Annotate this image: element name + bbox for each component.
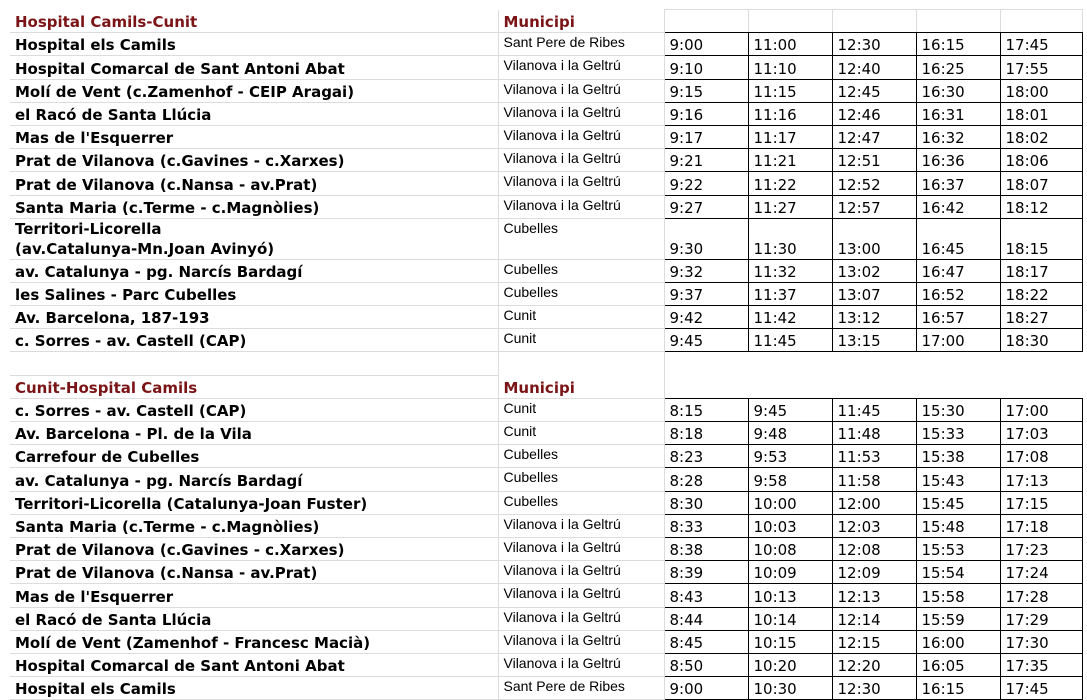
- departure-time: 17:30: [1000, 630, 1082, 653]
- departure-time: 11:27: [748, 195, 832, 218]
- table-row: [10, 537, 1082, 560]
- stop-name: Territori-Licorella (Catalunya-Joan Fuster): [10, 491, 498, 514]
- departure-time: 9:53: [748, 445, 832, 468]
- municipi-cell: Cubelles: [498, 259, 664, 282]
- municipi-cell: Cunit: [498, 329, 664, 352]
- departure-time: 11:42: [748, 306, 832, 329]
- departure-time: 9:22: [664, 172, 748, 195]
- departure-time: 11:10: [748, 56, 832, 79]
- departure-time: 17:18: [1000, 514, 1082, 537]
- table-row: [10, 630, 1082, 653]
- time-header-cell: [1000, 375, 1082, 398]
- departure-time: 9:16: [664, 102, 748, 125]
- departure-time: 12:40: [832, 56, 916, 79]
- departure-time: 8:43: [664, 584, 748, 607]
- time-header-cell: [748, 375, 832, 398]
- departure-time: 17:45: [1000, 33, 1082, 56]
- departure-time: 8:15: [664, 398, 748, 421]
- departure-time: 8:45: [664, 630, 748, 653]
- departure-time: 13:12: [832, 306, 916, 329]
- departure-time: 11:58: [832, 468, 916, 491]
- time-header-cell: [916, 10, 1000, 33]
- section-header-row: [10, 10, 1082, 33]
- departure-time: 16:05: [916, 653, 1000, 676]
- departure-time: 12:14: [832, 607, 916, 630]
- municipi-cell: Vilanova i la Geltrú: [498, 56, 664, 79]
- departure-time: 12:15: [832, 630, 916, 653]
- departure-time: 17:00: [916, 329, 1000, 352]
- departure-time: 11:48: [832, 422, 916, 445]
- departure-time: 10:03: [748, 514, 832, 537]
- departure-time: 16:42: [916, 195, 1000, 218]
- departure-time: 15:33: [916, 422, 1000, 445]
- departure-time: 11:32: [748, 259, 832, 282]
- departure-time: 18:15: [1000, 218, 1082, 259]
- departure-time: 18:07: [1000, 172, 1082, 195]
- stop-name: Carrefour de Cubelles: [10, 445, 498, 468]
- departure-time: 16:31: [916, 102, 1000, 125]
- table-row: [10, 33, 1082, 56]
- departure-time: 18:17: [1000, 259, 1082, 282]
- table-row: [10, 149, 1082, 172]
- municipi-cell: Vilanova i la Geltrú: [498, 149, 664, 172]
- stop-name: Mas de l'Esquerrer: [10, 125, 498, 148]
- table-row: [10, 56, 1082, 79]
- table-row: [10, 653, 1082, 676]
- departure-time: 8:50: [664, 653, 748, 676]
- municipi-header: Municipi: [498, 375, 664, 398]
- gap-cell: [664, 352, 748, 375]
- time-header-cell: [664, 375, 748, 398]
- departure-time: 18:30: [1000, 329, 1082, 352]
- departure-time: 11:22: [748, 172, 832, 195]
- gap-cell: [10, 352, 498, 375]
- table-row: [10, 259, 1082, 282]
- departure-time: 17:08: [1000, 445, 1082, 468]
- gap-cell: [916, 352, 1000, 375]
- departure-time: 15:48: [916, 514, 1000, 537]
- departure-time: 16:52: [916, 282, 1000, 305]
- departure-time: 8:28: [664, 468, 748, 491]
- section-gap-row: [10, 352, 1082, 375]
- municipi-cell: Cubelles: [498, 282, 664, 305]
- departure-time: 16:47: [916, 259, 1000, 282]
- departure-time: 16:36: [916, 149, 1000, 172]
- departure-time: 15:43: [916, 468, 1000, 491]
- municipi-cell: Cunit: [498, 422, 664, 445]
- departure-time: 9:00: [664, 33, 748, 56]
- departure-time: 12:13: [832, 584, 916, 607]
- gap-cell: [748, 352, 832, 375]
- departure-time: 12:00: [832, 491, 916, 514]
- stop-name: Hospital els Camils: [10, 33, 498, 56]
- municipi-cell: Vilanova i la Geltrú: [498, 514, 664, 537]
- departure-time: 17:03: [1000, 422, 1082, 445]
- departure-time: 15:53: [916, 537, 1000, 560]
- departure-time: 12:09: [832, 561, 916, 584]
- stop-name: Prat de Vilanova (c.Nansa - av.Prat): [10, 172, 498, 195]
- table-row: [10, 398, 1082, 421]
- departure-time: 9:45: [664, 329, 748, 352]
- departure-time: 10:00: [748, 491, 832, 514]
- departure-time: 15:38: [916, 445, 1000, 468]
- departure-time: 9:48: [748, 422, 832, 445]
- municipi-cell: Vilanova i la Geltrú: [498, 630, 664, 653]
- departure-time: 13:02: [832, 259, 916, 282]
- departure-time: 10:14: [748, 607, 832, 630]
- stop-name-line1: Territori-Licorella: [15, 219, 162, 238]
- table-row: [10, 445, 1082, 468]
- departure-time: 12:46: [832, 102, 916, 125]
- departure-time: 11:45: [748, 329, 832, 352]
- departure-time: 9:27: [664, 195, 748, 218]
- table-row: [10, 102, 1082, 125]
- section-header-row: [10, 375, 1082, 398]
- departure-time: 9:58: [748, 468, 832, 491]
- departure-time: 10:30: [748, 677, 832, 700]
- departure-time: 10:13: [748, 584, 832, 607]
- municipi-cell: Cunit: [498, 398, 664, 421]
- departure-time: 9:30: [664, 218, 748, 259]
- municipi-cell: Cubelles: [498, 491, 664, 514]
- departure-time: 17:24: [1000, 561, 1082, 584]
- table-row: [10, 172, 1082, 195]
- stop-name: c. Sorres - av. Castell (CAP): [10, 398, 498, 421]
- departure-time: 15:58: [916, 584, 1000, 607]
- departure-time: 17:15: [1000, 491, 1082, 514]
- stop-name: les Salines - Parc Cubelles: [10, 282, 498, 305]
- departure-time: 13:07: [832, 282, 916, 305]
- departure-time: 18:00: [1000, 79, 1082, 102]
- departure-time: 11:16: [748, 102, 832, 125]
- departure-time: 17:55: [1000, 56, 1082, 79]
- departure-time: 12:30: [832, 33, 916, 56]
- municipi-cell: Vilanova i la Geltrú: [498, 195, 664, 218]
- departure-time: 9:15: [664, 79, 748, 102]
- time-header-cell: [916, 375, 1000, 398]
- stop-name: av. Catalunya - pg. Narcís Bardagí: [10, 468, 498, 491]
- table-row: [10, 514, 1082, 537]
- departure-time: 18:22: [1000, 282, 1082, 305]
- departure-time: 12:57: [832, 195, 916, 218]
- departure-time: 12:47: [832, 125, 916, 148]
- stop-name: Prat de Vilanova (c.Gavines - c.Xarxes): [10, 149, 498, 172]
- departure-time: 11:21: [748, 149, 832, 172]
- municipi-header: Municipi: [498, 10, 664, 33]
- municipi-cell: Sant Pere de Ribes: [498, 33, 664, 56]
- departure-time: 12:52: [832, 172, 916, 195]
- departure-time: 12:08: [832, 537, 916, 560]
- departure-time: 18:27: [1000, 306, 1082, 329]
- timetable: [10, 9, 1083, 700]
- stop-name: el Racó de Santa Llúcia: [10, 607, 498, 630]
- departure-time: 17:45: [1000, 677, 1082, 700]
- departure-time: 16:57: [916, 306, 1000, 329]
- departure-time: 11:53: [832, 445, 916, 468]
- stop-name: [10, 218, 498, 259]
- departure-time: 9:45: [748, 398, 832, 421]
- departure-time: 17:29: [1000, 607, 1082, 630]
- departure-time: 11:00: [748, 33, 832, 56]
- municipi-cell: Vilanova i la Geltrú: [498, 125, 664, 148]
- departure-time: 8:30: [664, 491, 748, 514]
- municipi-cell: Vilanova i la Geltrú: [498, 102, 664, 125]
- departure-time: 9:37: [664, 282, 748, 305]
- time-header-cell: [1000, 10, 1082, 33]
- section-title: Cunit-Hospital Camils: [10, 375, 498, 398]
- time-header-cell: [748, 10, 832, 33]
- table-row: [10, 584, 1082, 607]
- departure-time: 12:30: [832, 677, 916, 700]
- stop-name: c. Sorres - av. Castell (CAP): [10, 329, 498, 352]
- stop-name: Molí de Vent (Zamenhof - Francesc Macià): [10, 630, 498, 653]
- departure-time: 18:02: [1000, 125, 1082, 148]
- gap-cell: [1000, 352, 1082, 375]
- gap-cell: [498, 352, 664, 375]
- municipi-cell: Sant Pere de Ribes: [498, 677, 664, 700]
- departure-time: 10:20: [748, 653, 832, 676]
- time-header-cell: [832, 375, 916, 398]
- departure-time: 15:59: [916, 607, 1000, 630]
- departure-time: 17:13: [1000, 468, 1082, 491]
- section-title: Hospital Camils-Cunit: [10, 10, 498, 33]
- departure-time: 9:21: [664, 149, 748, 172]
- departure-time: 8:18: [664, 422, 748, 445]
- table-row: [10, 677, 1082, 700]
- departure-time: 9:42: [664, 306, 748, 329]
- stop-name-line2: (av.Catalunya-Mn.Joan Avinyó): [15, 239, 275, 258]
- municipi-cell: Vilanova i la Geltrú: [498, 79, 664, 102]
- stop-name: Prat de Vilanova (c.Gavines - c.Xarxes): [10, 537, 498, 560]
- stop-name: Av. Barcelona, 187-193: [10, 306, 498, 329]
- table-row: [10, 79, 1082, 102]
- municipi-cell: Vilanova i la Geltrú: [498, 172, 664, 195]
- departure-time: 18:06: [1000, 149, 1082, 172]
- table-row: [10, 195, 1082, 218]
- stop-name: Av. Barcelona - Pl. de la Vila: [10, 422, 498, 445]
- table-row: [10, 561, 1082, 584]
- departure-time: 8:39: [664, 561, 748, 584]
- stop-name: av. Catalunya - pg. Narcís Bardagí: [10, 259, 498, 282]
- table-row: [10, 306, 1082, 329]
- departure-time: 16:37: [916, 172, 1000, 195]
- departure-time: 8:38: [664, 537, 748, 560]
- departure-time: 8:23: [664, 445, 748, 468]
- table-row: [10, 218, 1082, 259]
- departure-time: 11:17: [748, 125, 832, 148]
- departure-time: 12:20: [832, 653, 916, 676]
- stop-name: Hospital els Camils: [10, 677, 498, 700]
- stop-name: el Racó de Santa Llúcia: [10, 102, 498, 125]
- stop-name: Santa Maria (c.Terme - c.Magnòlies): [10, 195, 498, 218]
- municipi-cell: Vilanova i la Geltrú: [498, 584, 664, 607]
- departure-time: 10:09: [748, 561, 832, 584]
- departure-time: 16:30: [916, 79, 1000, 102]
- departure-time: 16:45: [916, 218, 1000, 259]
- departure-time: 17:28: [1000, 584, 1082, 607]
- table-row: [10, 329, 1082, 352]
- stop-name: Santa Maria (c.Terme - c.Magnòlies): [10, 514, 498, 537]
- table-row: [10, 282, 1082, 305]
- municipi-cell: Cubelles: [498, 218, 664, 259]
- municipi-cell: Cubelles: [498, 445, 664, 468]
- departure-time: 12:03: [832, 514, 916, 537]
- gap-cell: [832, 352, 916, 375]
- departure-time: 15:30: [916, 398, 1000, 421]
- departure-time: 15:54: [916, 561, 1000, 584]
- departure-time: 9:00: [664, 677, 748, 700]
- departure-time: 12:51: [832, 149, 916, 172]
- departure-time: 8:44: [664, 607, 748, 630]
- stop-name: Mas de l'Esquerrer: [10, 584, 498, 607]
- departure-time: 10:08: [748, 537, 832, 560]
- time-header-cell: [832, 10, 916, 33]
- time-header-cell: [664, 10, 748, 33]
- municipi-cell: Cunit: [498, 306, 664, 329]
- stop-name: Hospital Comarcal de Sant Antoni Abat: [10, 56, 498, 79]
- departure-time: 11:30: [748, 218, 832, 259]
- table-row: [10, 607, 1082, 630]
- departure-time: 11:45: [832, 398, 916, 421]
- departure-time: 16:00: [916, 630, 1000, 653]
- departure-time: 12:45: [832, 79, 916, 102]
- departure-time: 18:12: [1000, 195, 1082, 218]
- departure-time: 16:32: [916, 125, 1000, 148]
- stop-name: Prat de Vilanova (c.Nansa - av.Prat): [10, 561, 498, 584]
- municipi-cell: Vilanova i la Geltrú: [498, 607, 664, 630]
- departure-time: 13:00: [832, 218, 916, 259]
- departure-time: 16:15: [916, 33, 1000, 56]
- stop-name: Molí de Vent (c.Zamenhof - CEIP Aragai): [10, 79, 498, 102]
- departure-time: 9:10: [664, 56, 748, 79]
- table-row: [10, 491, 1082, 514]
- departure-time: 17:00: [1000, 398, 1082, 421]
- municipi-cell: Vilanova i la Geltrú: [498, 653, 664, 676]
- table-row: [10, 468, 1082, 491]
- departure-time: 13:15: [832, 329, 916, 352]
- departure-time: 16:25: [916, 56, 1000, 79]
- departure-time: 8:33: [664, 514, 748, 537]
- departure-time: 17:35: [1000, 653, 1082, 676]
- table-row: [10, 125, 1082, 148]
- departure-time: 18:01: [1000, 102, 1082, 125]
- stop-name: Hospital Comarcal de Sant Antoni Abat: [10, 653, 498, 676]
- municipi-cell: Vilanova i la Geltrú: [498, 537, 664, 560]
- departure-time: 11:15: [748, 79, 832, 102]
- departure-time: 17:23: [1000, 537, 1082, 560]
- departure-time: 9:32: [664, 259, 748, 282]
- table-row: [10, 422, 1082, 445]
- departure-time: 10:15: [748, 630, 832, 653]
- municipi-cell: Vilanova i la Geltrú: [498, 561, 664, 584]
- departure-time: 9:17: [664, 125, 748, 148]
- departure-time: 15:45: [916, 491, 1000, 514]
- departure-time: 16:15: [916, 677, 1000, 700]
- departure-time: 11:37: [748, 282, 832, 305]
- municipi-cell: Cubelles: [498, 468, 664, 491]
